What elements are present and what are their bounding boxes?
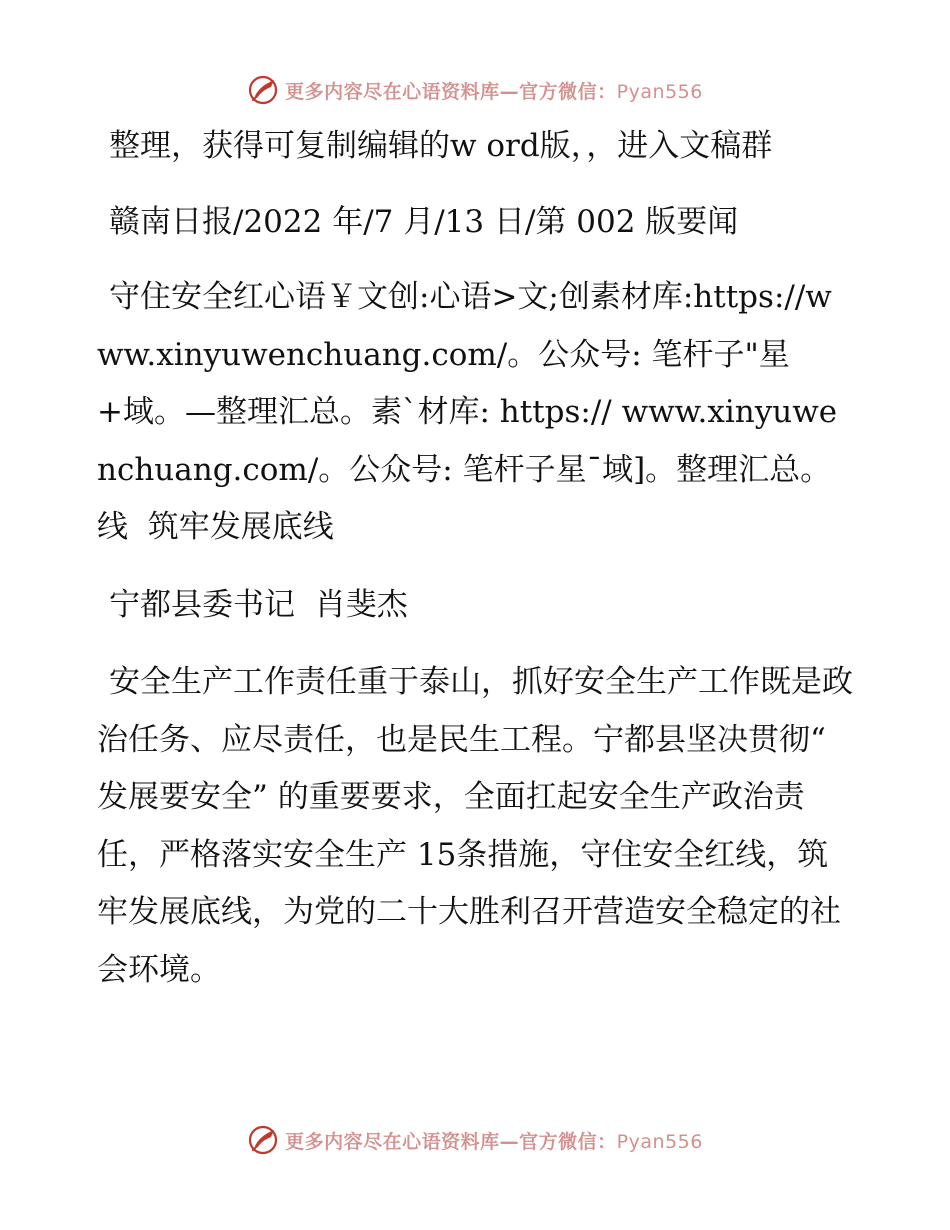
watermark-text: 更多内容尽在心语资料库—官方微信：Pyan556 (285, 80, 703, 103)
source-line: 赣南日报/2022 年/7 月/13 日/第 002 版要闻 (109, 203, 739, 240)
header-watermark (0, 70, 950, 110)
pen-logo-icon (247, 1124, 279, 1156)
author-line: 宁都县委书记 肖斐杰 (109, 586, 408, 623)
pen-logo-icon (247, 74, 279, 106)
watermark-text: 更多内容尽在心语资料库—官方微信：Pyan556 (285, 1130, 703, 1153)
article-title-paragraph: 守住安全红心语￥文创:心语>文;创素材库:https://www.xinyuwenchuang.com/。公众号: 笔杆子"星+域。—整理汇总。素`材库: https:// www.xinyuwenchuang.com/。公众号: 笔杆子星¯域]。整理汇总。线 筑牢发展底线 (97, 279, 838, 545)
intro-paragraph: 整理，获得可复制编辑的w ord版，，进入文稿群 (109, 128, 773, 164)
document-body (97, 118, 857, 999)
footer-watermark (0, 1120, 950, 1160)
body-paragraph: 安全生产工作责任重于泰山，抓好安全生产工作既是政治任务、应尽责任，也是民生工程。宁都县坚决贯彻“ 发展要安全” 的重要要求，全面扛起安全生产政治责任，严格落实安全生产 15条措施，守住安全红线，筑牢发展底线，为党的二十大胜利召开营造安全稳定的社会环境。 (97, 664, 853, 988)
